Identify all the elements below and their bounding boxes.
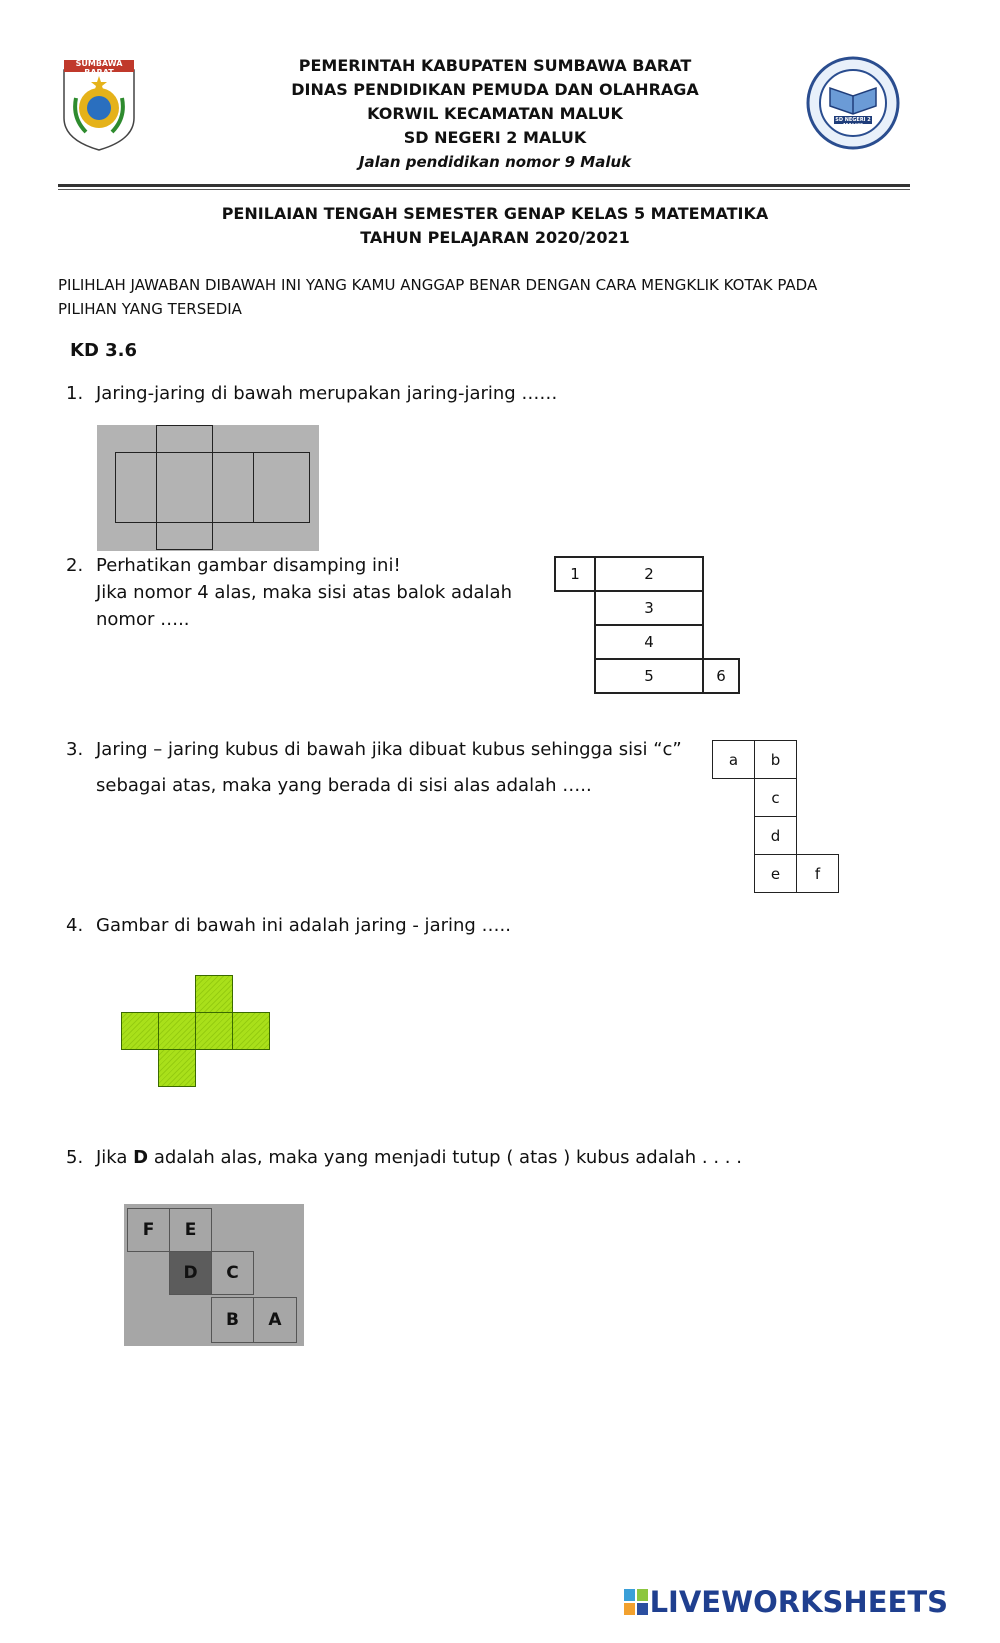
q5-face-d: D [169, 1251, 212, 1295]
question-text: Gambar di bawah ini adalah jaring - jaring ….. [96, 915, 511, 936]
q2-face-4: 4 [594, 624, 704, 660]
instruction-line-2: PILIHAN YANG TERSEDIA [58, 300, 242, 318]
q4-net-face [232, 1012, 270, 1050]
q1-net-face [156, 425, 213, 453]
q2-face-2: 2 [594, 556, 704, 592]
question-text: Jaring-jaring di bawah merupakan jaring-jaring …… [96, 383, 558, 404]
q3-face-a: a [712, 740, 755, 779]
question-number: 2. [66, 555, 84, 576]
q5-face-a: A [253, 1297, 297, 1343]
question-text: nomor ….. [96, 609, 190, 630]
header-line-4: SD NEGERI 2 MALUK [403, 128, 587, 147]
question-text: sebagai atas, maka yang berada di sisi alas adalah ….. [96, 775, 592, 796]
header-line-1: PEMERINTAH KABUPATEN SUMBAWA BARAT [298, 56, 692, 75]
school-logo-text: SD NEGERI 2 MALUK [835, 117, 871, 129]
q5-face-b: B [211, 1297, 254, 1343]
exam-title: PENILAIAN TENGAH SEMESTER GENAP KELAS 5 MATEMATIKA [221, 204, 769, 223]
question-3 [66, 736, 706, 802]
instruction-line-1: PILIHLAH JAWABAN DIBAWAH INI YANG KAMU ANGGAP BENAR DENGAN CARA MENGKLIK KOTAK PADA [58, 276, 818, 294]
q1-net-face [253, 452, 310, 523]
kd-heading: KD 3.6 [70, 340, 138, 361]
q4-net-face [121, 1012, 159, 1050]
liveworksheets-logo-icon [624, 1589, 648, 1615]
q1-net-face [212, 452, 254, 523]
district-logo [60, 58, 138, 153]
liveworksheets-brand[interactable] [624, 1585, 948, 1619]
header-divider-thin [58, 189, 910, 190]
district-logo-text: SUMBAWA BARAT [75, 59, 123, 77]
q1-net-face [156, 522, 213, 550]
q1-net-figure [97, 425, 319, 551]
question-text: Jaring – jaring kubus di bawah jika dibuat kubus sehingga sisi “c” [96, 739, 682, 760]
q4-net-face [158, 1049, 196, 1087]
question-5 [66, 1144, 826, 1172]
question-text: Jika nomor 4 alas, maka sisi atas balok adalah [96, 582, 512, 603]
q5-face-f: F [127, 1208, 170, 1252]
q3-face-e: e [754, 854, 797, 893]
exam-year: TAHUN PELAJARAN 2020/2021 [360, 228, 630, 247]
question-number: 1. [66, 383, 84, 404]
q2-net-figure [554, 556, 740, 696]
q2-face-5: 5 [594, 658, 704, 694]
question-number: 3. [66, 739, 84, 760]
q1-net-face [156, 452, 213, 523]
q3-face-f: f [796, 854, 839, 893]
q4-net-face [195, 975, 233, 1013]
question-2 [66, 552, 546, 636]
q3-face-c: c [754, 778, 797, 817]
q4-net-face [158, 1012, 196, 1050]
q5-face-e: E [169, 1208, 212, 1252]
q5-net-figure [124, 1204, 304, 1346]
q1-net-face [115, 452, 157, 523]
question-number: 4. [66, 915, 84, 936]
q3-face-b: b [754, 740, 797, 779]
q4-net-face [195, 1012, 233, 1050]
q2-face-6: 6 [702, 658, 740, 694]
q2-face-3: 3 [594, 590, 704, 626]
q5-face-c: C [211, 1251, 254, 1295]
question-4 [66, 912, 666, 940]
question-number: 5. [66, 1147, 84, 1168]
header-divider [58, 184, 910, 187]
q3-face-d: d [754, 816, 797, 855]
question-text: Jika D adalah alas, maka yang menjadi tutup ( atas ) kubus adalah . . . . [96, 1147, 742, 1168]
school-emblem-icon [806, 56, 900, 150]
header-line-3: KORWIL KECAMATAN MALUK [367, 104, 623, 123]
q4-net-figure [121, 975, 271, 1089]
school-logo [806, 56, 900, 150]
q2-face-1: 1 [554, 556, 596, 592]
header-address: Jalan pendidikan nomor 9 Maluk [358, 153, 632, 171]
brand-name: LIVEWORKSHEETS [649, 1585, 948, 1619]
header-line-2: DINAS PENDIDIKAN PEMUDA DAN OLAHRAGA [291, 80, 699, 99]
question-text: Perhatikan gambar disamping ini! [96, 555, 401, 576]
q3-net-figure [712, 740, 842, 896]
question-1 [66, 380, 766, 408]
